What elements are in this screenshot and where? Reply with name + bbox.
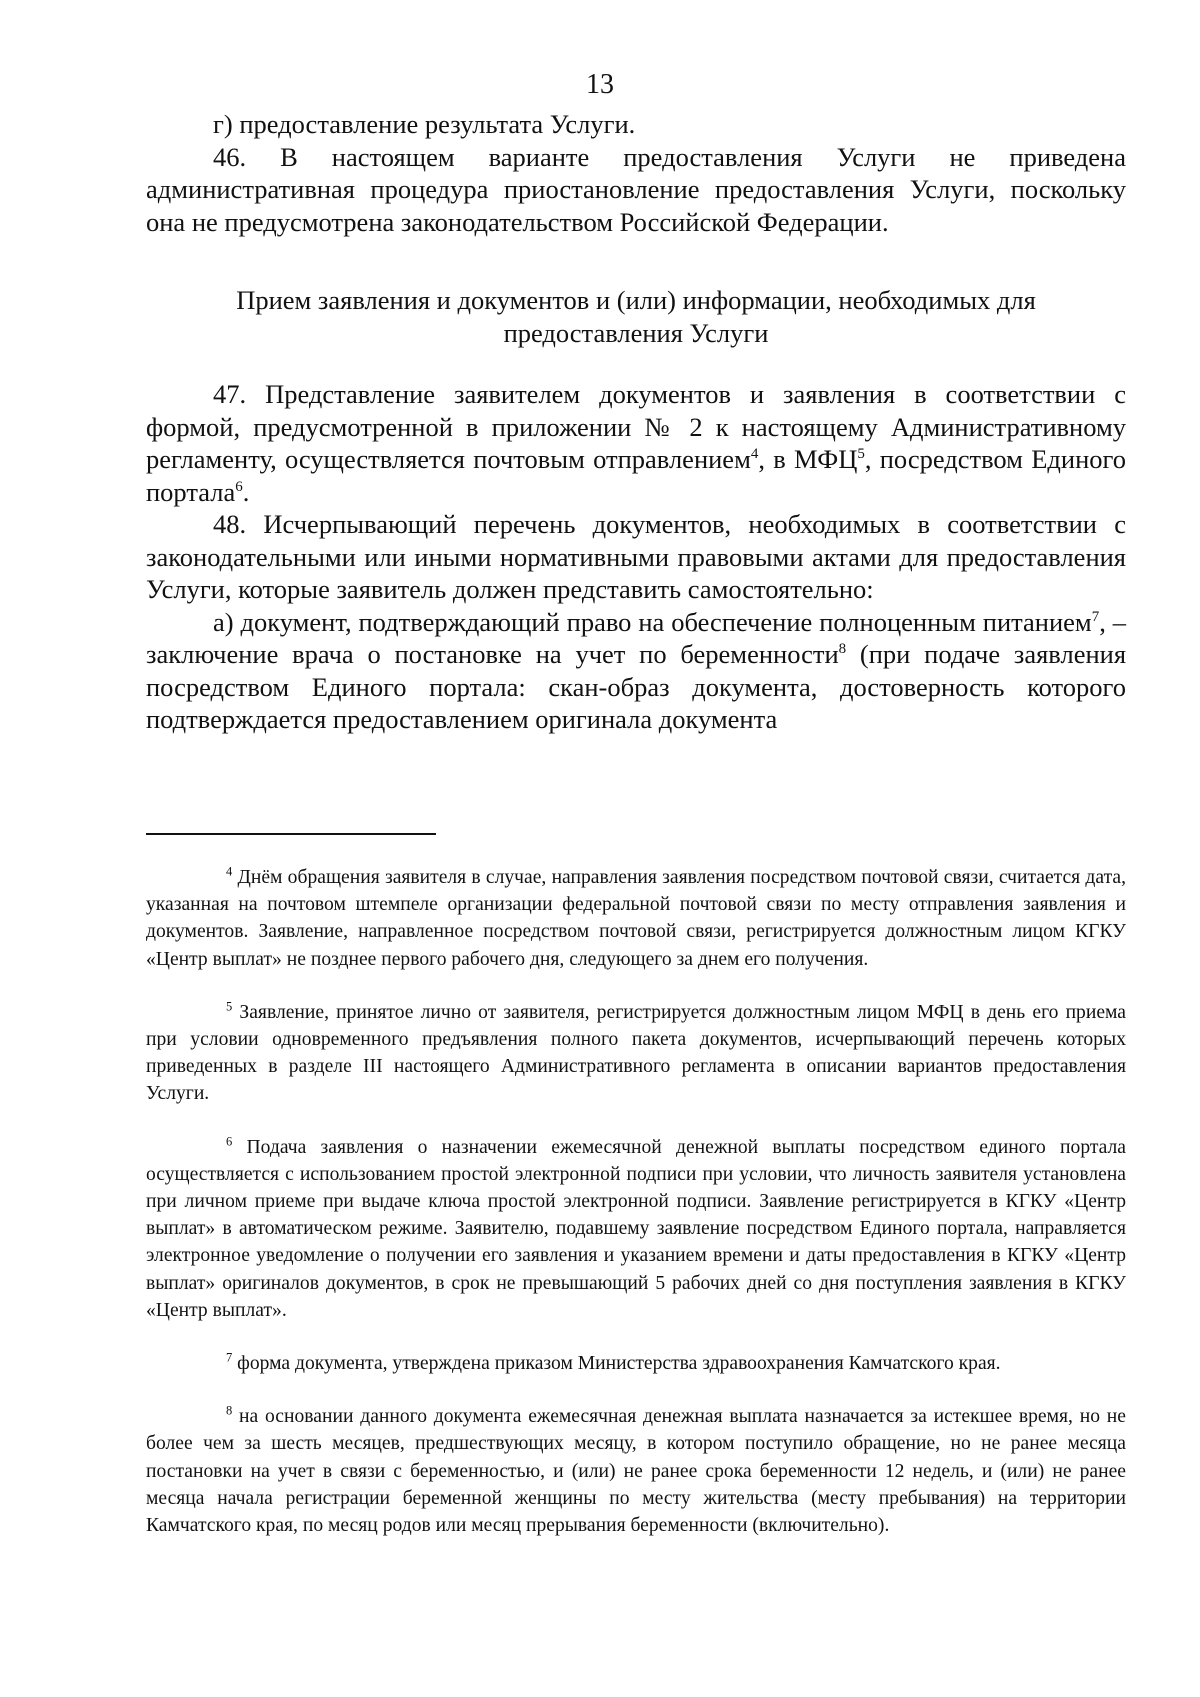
footnote-ref-5: 5 [857,446,865,463]
footnote-8: $^8$ на основании данного документа ежемесячная денежная выплата назначается за истекшее время, но не более чем за шесть месяцев, предшествующих месяцу, в котором поступило обращение, но не ранее месяца постановки на учет в связи с беременностью, и (или) не ранее срока беременности 12 недель, и (или) не ранее месяца начала регистрации беременной женщины по месту жительства (месту пребывания) на территории Камчатского края, по месяц родов или месяц прерывания беременности (включительно). [146,1403,1126,1537]
footnote-ref-4: 4 [750,446,759,463]
paragraph-47: 47. Представление заявителем документов и заявления в соответствии с формой, предусмотренной в приложении № 2 к настоящему Административному регламенту, осуществляется почтовым отправлением$^4$, в МФЦ$^5$, посредством Единого портала$^6$. [146,379,1126,507]
section-heading-line-1: Прием заявления и документов и (или) информации, необходимых для [236,285,1036,315]
footnote-ref-6: 6 [235,478,243,495]
paragraph-48a: а) документ, подтверждающий право на обеспечение полноценным питанием$^7$, – заключение врача о постановке на учет по беременности$^8$ (при подаче заявления посредством Единого портала: скан-образ документа, достоверность которого подтверждается предоставлением оригинала документа [146,606,1127,734]
footnote-5: $^5$ Заявление, принятое лично от заявителя, регистрируется должностным лицом МФЦ в день его приема при условии одновременного предъявления полного пакета документов, исчерпывающий перечень которых приведенных в разделе III настоящего Административного регламента в описании вариантов предоставления Услуги. [146,999,1127,1105]
footnote-separator [146,833,436,835]
footnote-ref-8: 8 [838,641,847,658]
main-text-block [146,378,1126,736]
section-heading-line-2: предоставления Услуги [503,317,769,348]
footnote-ref-7: 7 [1091,608,1100,625]
paragraph-46: 46. В настоящем варианте предоставления Услуги не приведена административная процедура приостановление предоставления Услуги, поскольку она не предусмотрена законодательством Российской Федерации. [146,141,1126,237]
footnote-4: $^4$ Днём обращения заявителя в случае, направления заявления посредством почтовой связи, считается дата, указанная на почтовом штемпеле организации федеральной почтовой связи по месту отправления заявления и документов. Заявление, направленное посредством почтовой связи, регистрируется должностным лицом КГКУ «Центр выплат» не позднее первого рабочего дня, следующего за днем его получения. [146,864,1126,970]
page-number: 13 [586,69,614,100]
section-heading [146,284,1126,349]
top-text-block [146,108,1126,238]
paragraph-48: 48. Исчерпывающий перечень документов, необходимых в соответствии с законодательными или иными нормативными правовыми актами для предоставления Услуги, которые заявитель должен представить самостоятельно: [146,509,1126,604]
footnote-6: $^6$ Подача заявления о назначении ежемесячной денежной выплаты посредством единого портала осуществляется с использованием простой электронной подписи при условии, что личность заявителя установлена при личном приеме при выдаче ключа простой электронной подписи. Заявление регистрируется в КГКУ «Центр выплат» в автоматическом режиме. Заявителю, подавшему заявление посредством Единого портала, направляется электронное уведомление о получении его заявления и указанием времени и даты предоставления в КГКУ «Центр выплат» оригиналов документов, в срок не превышающий 5 рабочих дней со дня поступления заявления в КГКУ «Центр выплат». [146,1134,1127,1321]
footnote-7: $^7$ форма документа, утверждена приказом Министерства здравоохранения Камчатского края. [226,1350,1001,1375]
footnotes [146,864,1126,1565]
paragraph-g: г) предоставление результата Услуги. [213,109,636,139]
